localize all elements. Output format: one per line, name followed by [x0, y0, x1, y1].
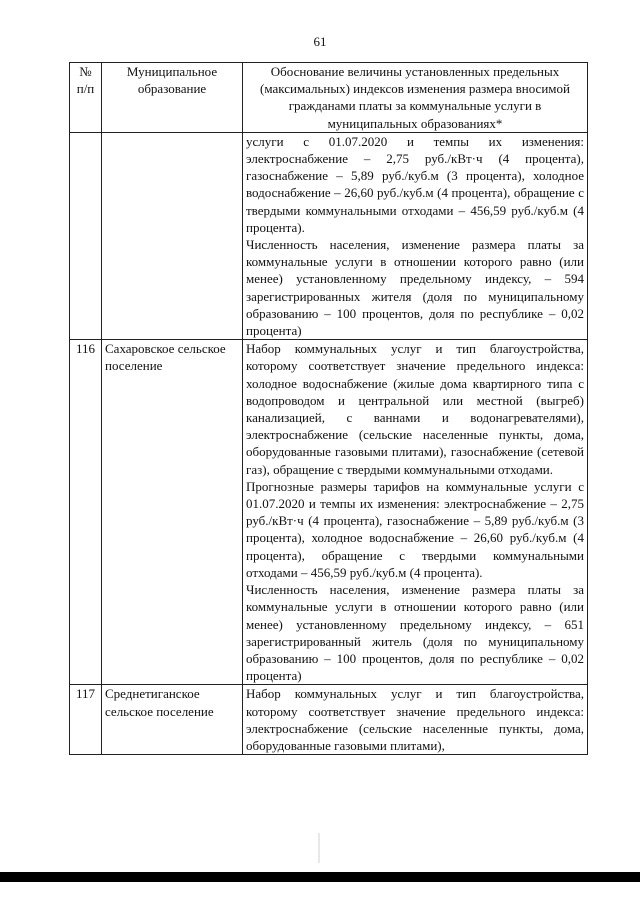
table-header-row [70, 63, 588, 133]
header-number: № п/п [70, 63, 102, 133]
table-row [70, 685, 588, 755]
page-number: 61 [313, 34, 327, 49]
table-row [70, 132, 588, 339]
table-row [70, 340, 588, 685]
row-municipality [102, 132, 243, 339]
row-number: 116 [70, 340, 102, 685]
row-justification [243, 340, 588, 685]
row-municipality: Среднетиганское сельское поселение [102, 685, 243, 755]
paragraph: услуги с 01.07.2020 и темпы их изменения: электроснабжение – 2,75 руб./кВт·ч (4 процента), газоснабжение – 5,89 руб./куб.м (3 процента), холодное водоснабжение – 26,60 руб./куб.м (4 процента), обращение с твердыми коммунальными отходами – 456,59 руб./куб.м (4 процента). [246, 133, 584, 235]
paragraph: Набор коммунальных услуг и тип благоустройства, которому соответствует значение предельного индекса: холодное водоснабжение (жилые дома квартирного типа с водопроводом и центральной или местной (выгреб) канализацией, с ваннами и водонагревателями), электроснабжение (сельские населенные пункты, дома, оборудованные газовыми плитами), газоснабжение (сетевой газ), обращение с твердыми коммунальными отходами. [246, 341, 584, 477]
row-justification [243, 132, 588, 339]
paragraph: Прогнозные размеры тарифов на коммунальные услуги с 01.07.2020 и темпы их изменения: электроснабжение – 2,75 руб./кВт·ч (4 процента), газоснабжение – 5,89 руб./куб.м (3 процента), холодное водоснабжение – 26,60 руб./куб.м (4 процента), обращение с твердыми коммунальными отходами – 456,59 руб./куб.м (4 процента). [246, 478, 584, 580]
header-justification: Обоснование величины установленных предельных (максимальных) индексов изменения размера вносимой гражданами платы за коммунальные услуги в муниципальных образованиях* [243, 63, 588, 133]
scan-artifact [318, 833, 320, 863]
paragraph: Численность населения, изменение размера платы за коммунальные услуги в отношении которого равно (или менее) установленному предельному индексу, – 651 зарегистрированный житель (доля по муниципальному образованию – 100 процентов, доля по республике – 0,02 процента) [246, 582, 584, 684]
row-municipality: Сахаровское сельское поселение [102, 340, 243, 685]
justification-table [69, 62, 588, 755]
row-number [70, 132, 102, 339]
row-justification [243, 685, 588, 755]
paragraph: Численность населения, изменение размера платы за коммунальные услуги в отношении которого равно (или менее) установленному предельному индексу, – 594 зарегистрированных жителя (доля по муниципальному образованию – 100 процентов, доля по республике – 0,02 процента) [246, 237, 584, 339]
paragraph: Набор коммунальных услуг и тип благоустройства, которому соответствует значение предельного индекса: электроснабжение (сельские населенные пункты, дома, оборудованные газовыми плитами), [246, 686, 584, 753]
row-number: 117 [70, 685, 102, 755]
header-municipality: Муниципальное образование [102, 63, 243, 133]
scan-border-bar [0, 872, 640, 882]
